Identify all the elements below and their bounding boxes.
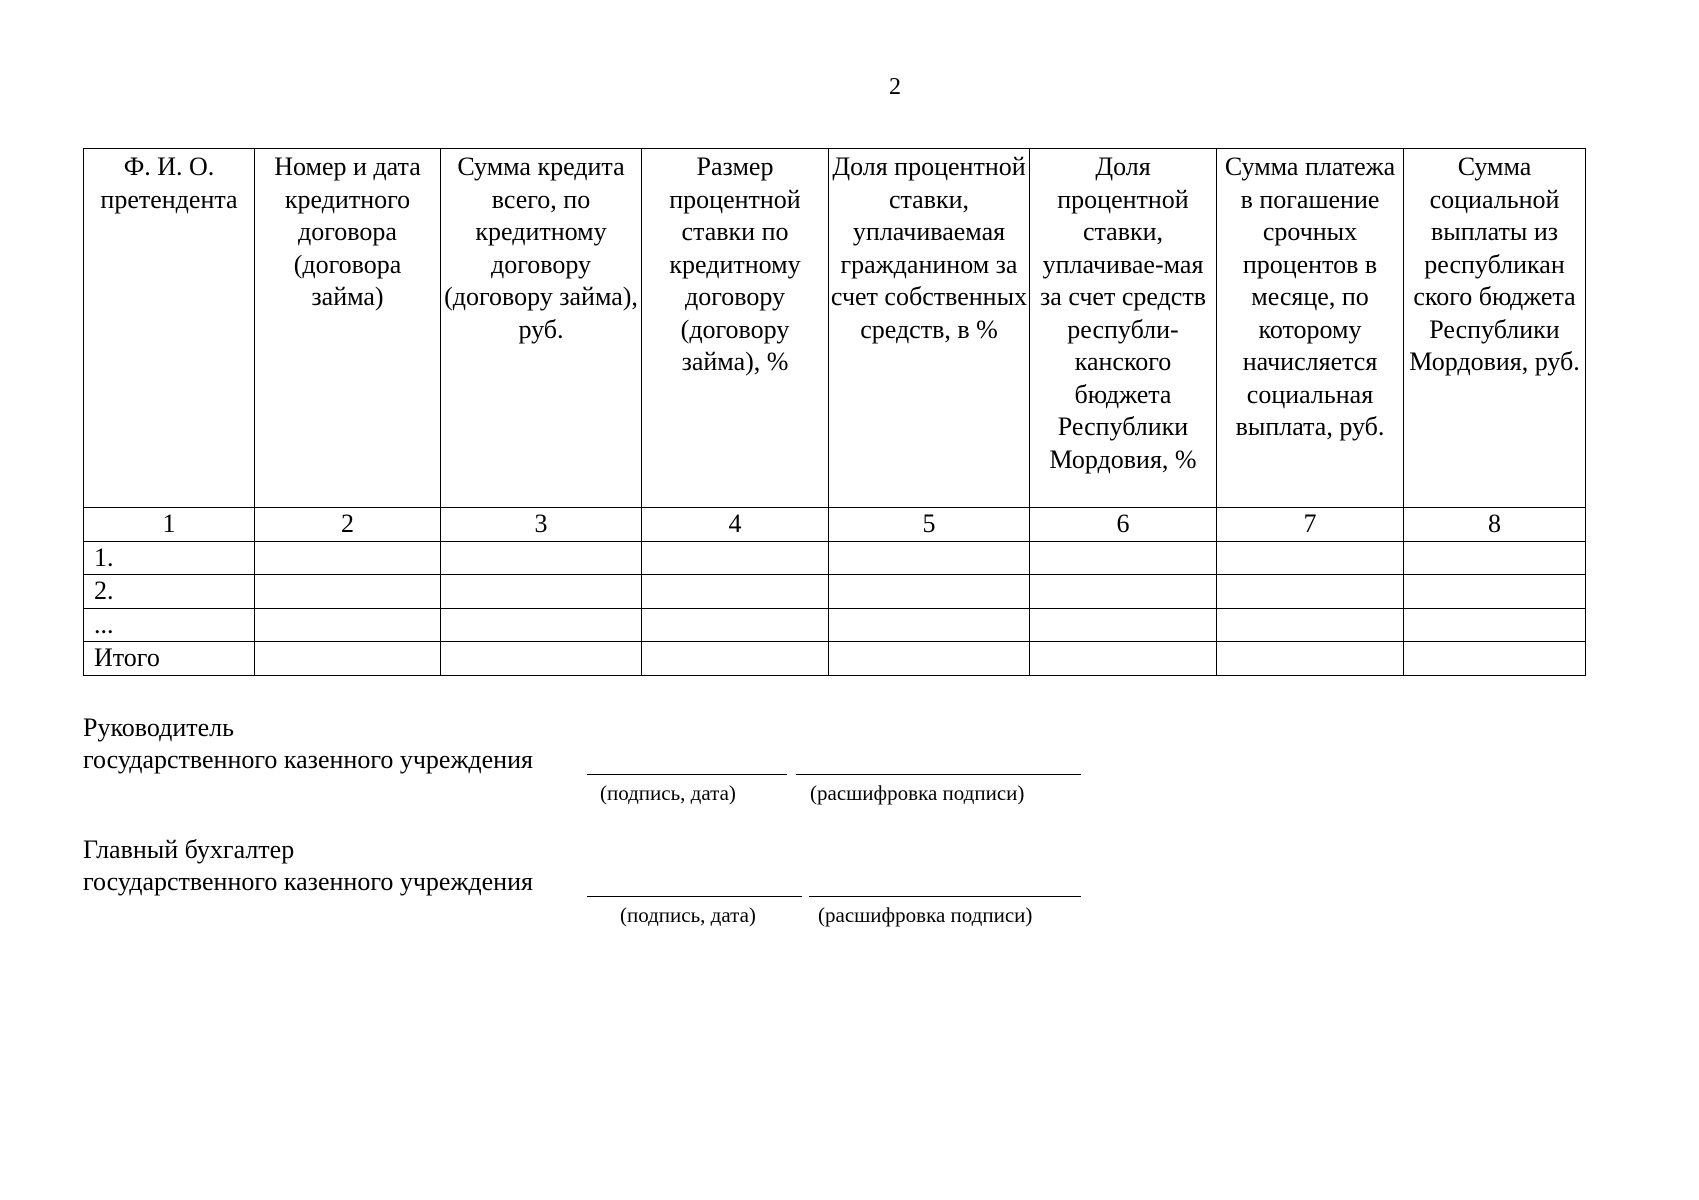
table-cell[interactable] xyxy=(441,541,642,575)
table-cell[interactable] xyxy=(1217,541,1404,575)
accountant-institution: государственного казенного учреждения xyxy=(83,867,533,896)
table-cell[interactable] xyxy=(255,575,441,609)
row-label: ... xyxy=(84,608,255,642)
table-cell[interactable] xyxy=(1030,642,1217,676)
accountant-signature-line[interactable] xyxy=(587,896,802,897)
director-name-caption: (расшифровка подписи) xyxy=(810,781,1025,805)
table-cell[interactable] xyxy=(255,642,441,676)
director-institution: государственного казенного учреждения xyxy=(83,745,533,774)
table-cell[interactable] xyxy=(441,575,642,609)
table-row xyxy=(84,575,1586,609)
table-row-total xyxy=(84,642,1586,676)
column-number: 1 xyxy=(84,508,255,542)
table-cell[interactable] xyxy=(1404,541,1586,575)
accountant-sign-caption: (подпись, дата) xyxy=(620,903,756,927)
table-cell[interactable] xyxy=(1030,608,1217,642)
column-header: Сумма платежа в погашение срочных процентов в месяце, по которому начисляется социальная выплата, руб. xyxy=(1217,149,1404,508)
row-label: Итого xyxy=(84,642,255,676)
table-cell[interactable] xyxy=(1030,575,1217,609)
table-cell[interactable] xyxy=(1030,541,1217,575)
table-cell[interactable] xyxy=(1404,575,1586,609)
table-cell[interactable] xyxy=(441,608,642,642)
column-header: Номер и дата кредитного договора (договора займа) xyxy=(255,149,441,508)
column-number: 4 xyxy=(642,508,829,542)
director-sign-caption: (подпись, дата) xyxy=(600,781,736,805)
social-payment-table xyxy=(83,148,1586,676)
column-header: Ф. И. О. претендента xyxy=(84,149,255,508)
column-number: 5 xyxy=(829,508,1030,542)
column-number: 7 xyxy=(1217,508,1404,542)
table-cell[interactable] xyxy=(642,642,829,676)
table-cell[interactable] xyxy=(1404,642,1586,676)
column-number-row xyxy=(84,508,1586,542)
table-cell[interactable] xyxy=(829,541,1030,575)
column-header: Сумма социальной выплаты из республикан ского бюджета Республики Мордовия, руб. xyxy=(1404,149,1586,508)
table-cell[interactable] xyxy=(441,642,642,676)
accountant-title: Главный бухгалтер xyxy=(83,835,295,864)
table-row xyxy=(84,541,1586,575)
director-signature-line[interactable] xyxy=(587,774,787,775)
accountant-name-caption: (расшифровка подписи) xyxy=(818,903,1033,927)
column-number: 6 xyxy=(1030,508,1217,542)
table-cell[interactable] xyxy=(642,608,829,642)
table-cell[interactable] xyxy=(642,575,829,609)
row-label: 1. xyxy=(84,541,255,575)
row-label: 2. xyxy=(84,575,255,609)
table-cell[interactable] xyxy=(1217,575,1404,609)
table-cell[interactable] xyxy=(829,642,1030,676)
director-signature-block xyxy=(83,712,533,776)
director-name-line[interactable] xyxy=(796,774,1081,775)
table-cell[interactable] xyxy=(829,608,1030,642)
column-number: 3 xyxy=(441,508,642,542)
column-header: Доля процентной ставки, уплачиваемая гражданином за счет собственных средств, в % xyxy=(829,149,1030,508)
table-cell[interactable] xyxy=(829,575,1030,609)
accountant-signature-block xyxy=(83,834,533,898)
director-title: Руководитель xyxy=(83,713,234,742)
table-cell[interactable] xyxy=(1217,642,1404,676)
table-row xyxy=(84,608,1586,642)
table-header-row xyxy=(84,149,1586,508)
column-header: Размер процентной ставки по кредитному договору (договору займа), % xyxy=(642,149,829,508)
page-number: 2 xyxy=(889,74,901,100)
column-number: 8 xyxy=(1404,508,1586,542)
table-cell[interactable] xyxy=(255,541,441,575)
table-cell[interactable] xyxy=(255,608,441,642)
table-cell[interactable] xyxy=(1404,608,1586,642)
table-cell[interactable] xyxy=(1217,608,1404,642)
table-cell[interactable] xyxy=(642,541,829,575)
column-header: Доля процентной ставки, уплачивае-мая за счет средств республи-канского бюджета Республики Мордовия, % xyxy=(1030,149,1217,508)
column-header: Сумма кредита всего, по кредитному договору (договору займа), руб. xyxy=(441,149,642,508)
column-number: 2 xyxy=(255,508,441,542)
accountant-name-line[interactable] xyxy=(809,896,1081,897)
